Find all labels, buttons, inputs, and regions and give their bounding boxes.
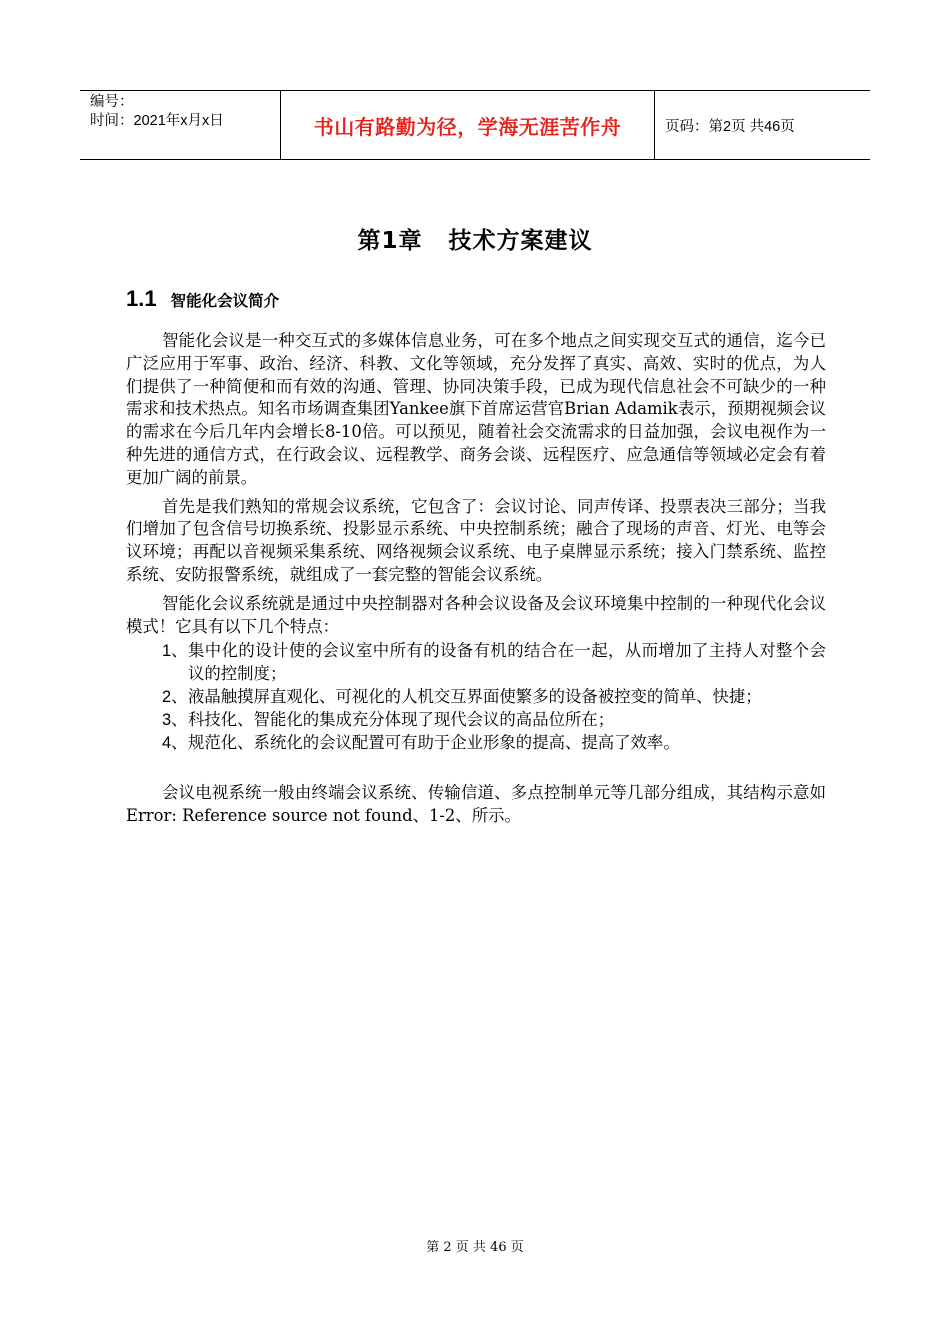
- closing-paragraph: 会议电视系统一般由终端会议系统、传输信道、多点控制单元等几部分组成，其结构示意如Error: Reference source not found、1-2、所示。: [126, 783, 826, 826]
- document-body: [126, 330, 826, 834]
- list-item: [126, 640, 826, 686]
- paragraph: 首先是我们熟知的常规会议系统，它包含了：会议讨论、同声传译、投票表决三部分；当我们增加了包含信号切换系统、投影显示系统、中央控制系统；融合了现场的声音、灯光、电等会议环境；再配以音视频采集系统、网络视频会议系统、电子桌牌显示系统；接入门禁系统、监控系统、安防报警系统，就组成了一套完整的智能会议系统。: [126, 496, 826, 584]
- paragraph: 智能化会议系统就是通过中央控制器对各种会议设备及会议环境集中控制的一种现代化会议模式！它具有以下几个特点：: [126, 593, 826, 636]
- section-heading: [126, 286, 279, 312]
- list-item: [126, 709, 826, 732]
- list-item-text: 集中化的设计使的会议室中所有的设备有机的结合在一起，从而增加了主持人对整个会议的控制度；: [188, 641, 826, 684]
- document-header: [80, 90, 870, 160]
- header-meta-cell: [80, 91, 281, 159]
- list-item-number: 1、: [162, 642, 188, 661]
- list-item-text: 科技化、智能化的集成充分体现了现代会议的高品位所在；: [188, 709, 615, 729]
- header-page-info: 页码：第2页 共46页: [665, 118, 795, 135]
- chapter-number: 第1章: [357, 228, 423, 254]
- chapter-name: 技术方案建议: [448, 228, 593, 254]
- list-item-text: 规范化、系统化的会议配置可有助于企业形象的提高、提高了效率。: [188, 732, 680, 752]
- header-motto: 书山有路勤为径，学海无涯苦作舟: [281, 91, 655, 159]
- list-item-text: 液晶触摸屏直观化、可视化的人机交互界面使繁多的设备被控变的简单、快捷；: [188, 686, 762, 706]
- list-item-number: 2、: [162, 687, 188, 706]
- paragraph: 智能化会议是一种交互式的多媒体信息业务，可在多个地点之间实现交互式的通信，迄今已广泛应用于军事、政治、经济、科教、文化等领域，充分发挥了真实、高效、实时的优点，为人们提供了一种简便和而有效的沟通、管理、协同决策手段，已成为现代信息社会不可缺少的一种需求和技术热点。知名市场调查集团Yankee旗下首席运营官Brian Adamik表示，预期视频会议的需求在今后几年内会增长8-10倍。可以预见，随着社会交流需求的日益加强，会议电视作为一种先进的通信方式，在行政会议、远程教学、商务会谈、远程医疗、应急通信等领域必定会有着更加广阔的前景。: [126, 331, 826, 487]
- spacer: [126, 754, 826, 782]
- serial-number-label: 编号：: [90, 94, 134, 110]
- list-item: [126, 686, 826, 709]
- page-footer: 第 2 页 共 46 页: [426, 1240, 524, 1255]
- list-item-number: 4、: [162, 733, 188, 752]
- chapter-title: [0, 222, 950, 255]
- section-name: 智能化会议简介: [170, 292, 280, 310]
- section-number: 1.1: [126, 286, 157, 311]
- list-item-number: 3、: [162, 710, 188, 729]
- feature-list: [126, 640, 826, 754]
- date-label: 时间：2021年x月x日: [90, 113, 224, 129]
- list-item: [126, 732, 826, 755]
